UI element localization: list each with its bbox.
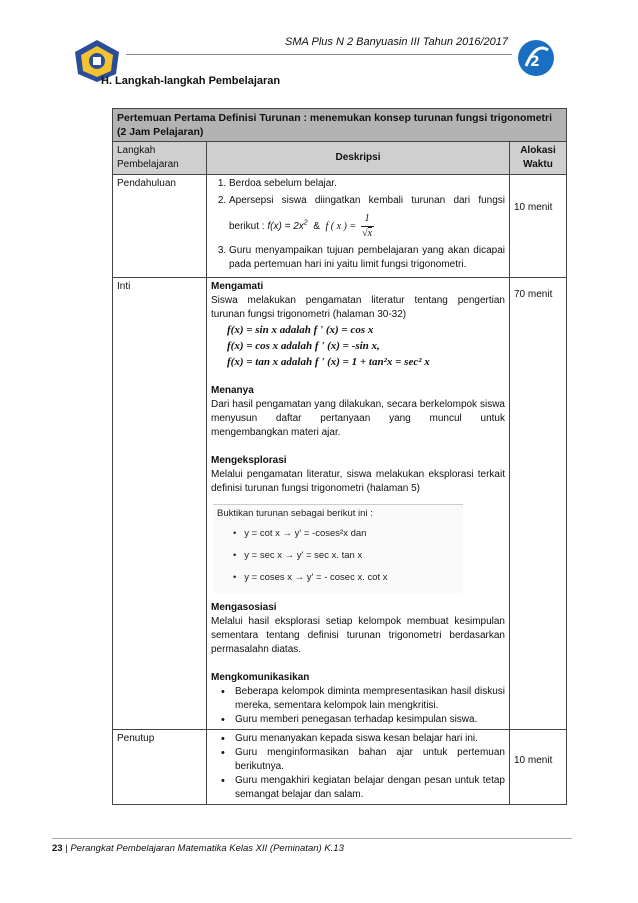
step-label: Inti bbox=[113, 278, 207, 730]
step-description bbox=[207, 278, 510, 730]
step-description bbox=[207, 175, 510, 278]
list-item: • Beberapa kelompok diminta mempresentasikan hasil diskusi mereka, sementara kelompok lain mengkritisi. bbox=[225, 685, 505, 713]
exercise-row: • y = cot x → y' = -coses²x dan bbox=[233, 528, 367, 539]
formula-line: f(x) = sin x adalah f ' (x) = cos x bbox=[227, 324, 374, 336]
formula-f1: $f(x) = 2x^2$ bbox=[267, 219, 308, 233]
section-title: H. Langkah-langkah Pembelajaran bbox=[101, 75, 281, 87]
svg-text:2: 2 bbox=[530, 54, 540, 70]
paragraph: Siswa melakukan pengamatan literatur tentang pengertian turunan fungsi trigonometri (halaman 30-32) bbox=[211, 295, 505, 320]
time-allocation: 70 menit bbox=[510, 278, 567, 730]
table-header-row bbox=[113, 142, 567, 175]
list-item: • Guru memberi penegasan terhadap kesimpulan siswa. bbox=[225, 713, 505, 727]
list-item: • Guru menginformasikan bahan ajar untuk pertemuan berikutnya. bbox=[225, 746, 505, 774]
header-langkah: Langkah Pembelajaran bbox=[113, 142, 207, 175]
time-allocation: 10 menit bbox=[510, 730, 567, 805]
list-item: • Guru mengakhiri kegiatan belajar dengan pesan untuk tetap semangat belajar dan salam. bbox=[225, 774, 505, 802]
step-label: Penutup bbox=[113, 730, 207, 805]
formula-f2: f ( x ) = $\frac{1}{√x}$ bbox=[325, 213, 373, 239]
subheading-menanya: Menanya bbox=[211, 385, 254, 396]
step-label: Pendahuluan bbox=[113, 175, 207, 278]
table-row-penutup bbox=[113, 730, 567, 805]
step-description bbox=[207, 730, 510, 805]
list-item: 1. Berdoa sebelum belajar. bbox=[229, 177, 505, 191]
page-footer: 23 | Perangkat Pembelajaran Matematika Kelas XII (Peminatan) K.13 bbox=[52, 838, 572, 854]
meeting-title: Pertemuan Pertama Definisi Turunan : menemukan konsep turunan fungsi trigonometri (2 Jam Pelajaran) bbox=[113, 109, 567, 142]
school-logo-icon bbox=[516, 36, 556, 80]
subheading-mengkomunikasikan: Mengkomunikasikan bbox=[211, 672, 310, 683]
exercise-row: • y = sec x → y' = sec x. tan x bbox=[233, 550, 363, 561]
header-alokasi: Alokasi Waktu bbox=[510, 142, 567, 175]
list-item: 2. Apersepsi siswa diingatkan kembali turunan dari fungsi berikut : $f(x) = 2x^2$ & f ( x ) = $\frac{1}{√x}$ bbox=[229, 194, 505, 241]
lesson-steps-table bbox=[112, 108, 567, 805]
paragraph: Melalui pengamatan literatur, siswa melakukan eksplorasi terkait definisi turunan fungsi trigonometri (halaman 5) bbox=[211, 469, 505, 494]
list-item: 3. Guru menyampaikan tujuan pembelajaran yang akan dicapai pada pertemuan hari ini yaitu limit fungsi trigonometri. bbox=[229, 244, 505, 272]
exercise-row: • y = coses x → y' = - cosec x. cot x bbox=[233, 572, 388, 583]
exercise-image bbox=[213, 504, 463, 593]
page-number: 23 bbox=[52, 843, 63, 854]
footer-text: Perangkat Pembelajaran Matematika Kelas XII (Peminatan) K.13 bbox=[70, 843, 344, 854]
paragraph: Melalui hasil eksplorasi setiap kelompok membuat kesimpulan sementara tentang definisi turunan trigonometri berdasarkan permasalahn diatas. bbox=[211, 616, 505, 655]
list-item: • Guru menanyakan kepada siswa kesan belajar hari ini. bbox=[225, 732, 505, 746]
subheading-mengamati: Mengamati bbox=[211, 281, 264, 292]
table-row-inti bbox=[113, 278, 567, 730]
subheading-mengeksplorasi: Mengeksplorasi bbox=[211, 455, 287, 466]
header-school: SMA Plus N 2 Banyuasin III Tahun 2016/2017 bbox=[285, 36, 508, 48]
paragraph: Dari hasil pengamatan yang dilakukan, secara berkelompok siswa menyusun daftar pertanyaan yang muncul untuk mengembangkan materi ajar. bbox=[211, 399, 505, 438]
header-rule bbox=[126, 54, 512, 55]
table-title-row bbox=[113, 109, 567, 142]
formula-line: f(x) = tan x adalah f ' (x) = 1 + tan²x = sec² x bbox=[227, 356, 430, 368]
exercise-title: Buktikan turunan sebagai berikut ini : bbox=[217, 508, 373, 519]
time-allocation: 10 menit bbox=[510, 175, 567, 278]
subheading-mengasosiasi: Mengasosiasi bbox=[211, 602, 277, 613]
table-row-pendahuluan bbox=[113, 175, 567, 278]
header-deskripsi: Deskripsi bbox=[207, 142, 510, 175]
formula-line: f(x) = cos x adalah f ' (x) = -sin x, bbox=[227, 340, 380, 352]
